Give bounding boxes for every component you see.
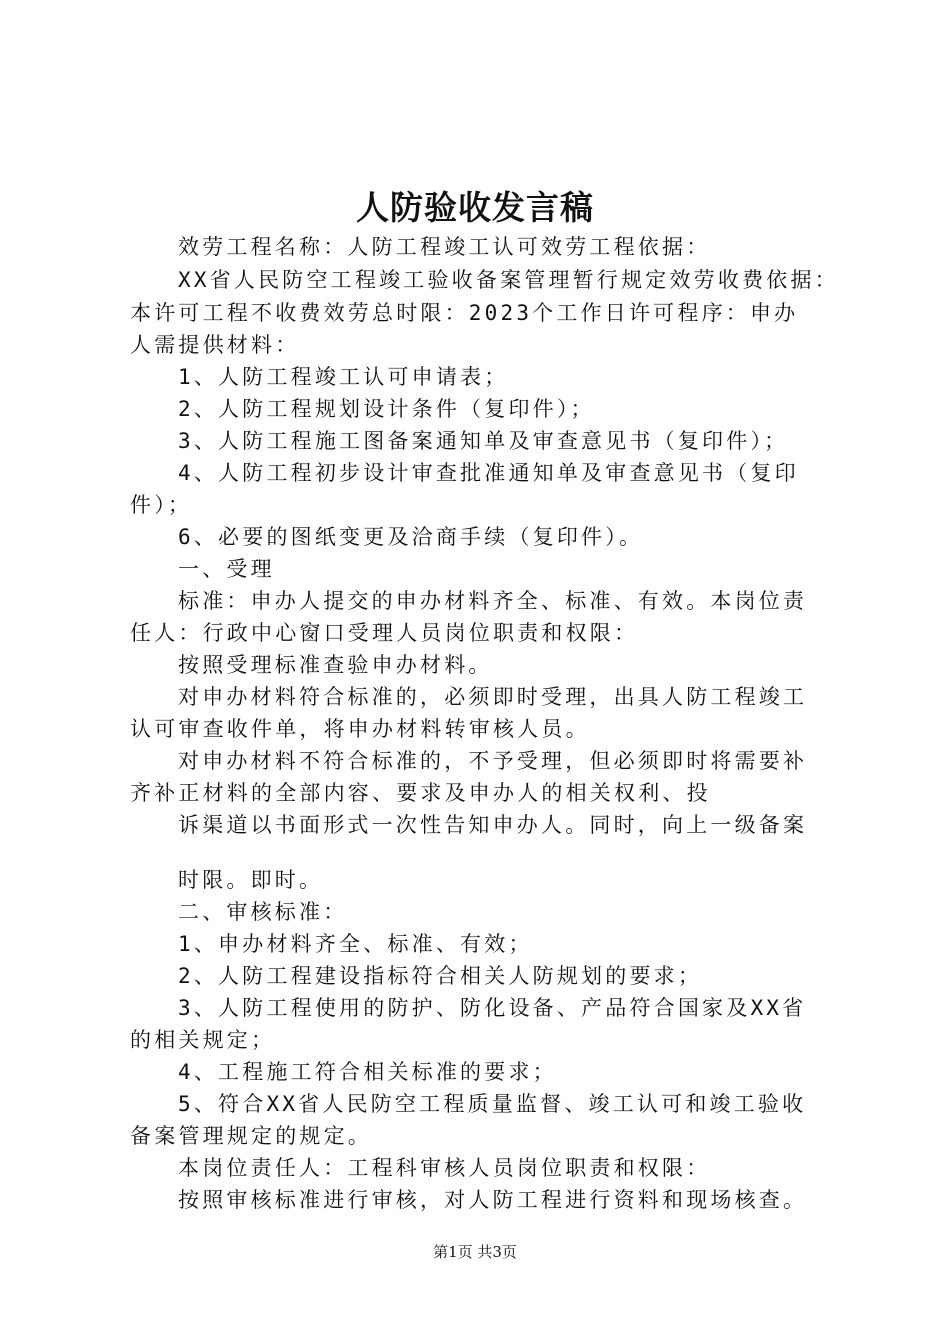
paragraph-line: 时限。即时。 <box>178 868 324 892</box>
paragraph-line: 4、人防工程初步设计审查批准通知单及审查意见书（复印 <box>178 461 799 485</box>
section-heading: 一、受理 <box>178 557 275 581</box>
paragraph-line: 件）； <box>130 493 193 517</box>
paragraph-line: 2、人防工程规划设计条件（复印件）； <box>178 397 595 421</box>
paragraph-line: 任人：行政中心窗口受理人员岗位职责和权限： <box>130 621 639 645</box>
paragraph-line: 5、符合XX省人民防空工程质量监督、竣工认可和竣工验收 <box>178 1092 807 1116</box>
document-title: 人防验收发言稿 <box>356 188 594 227</box>
paragraph-line: 1、人防工程竣工认可申请表； <box>178 365 509 389</box>
paragraph-line: 本许可工程不收费效劳总时限：2023个工作日许可程序：申办 <box>130 301 799 325</box>
paragraph-line: 对申办材料不符合标准的，不予受理，但必须即时将需要补 <box>178 749 808 773</box>
paragraph-line: 备案管理规定的规定。 <box>130 1124 372 1148</box>
page-footer: 第1页 共3页 <box>433 1243 517 1261</box>
paragraph-line: 3、人防工程施工图备案通知单及审查意见书（复印件）； <box>178 429 789 453</box>
section-heading: 二、审核标准： <box>178 900 348 924</box>
paragraph-line: 诉渠道以书面形式一次性告知申办人。同时，向上一级备案 <box>178 813 808 837</box>
paragraph-line: 认可审查收件单，将申办材料转审核人员。 <box>130 717 590 741</box>
paragraph-line: 齐补正材料的全部内容、要求及申办人的相关权利、投 <box>130 781 711 805</box>
paragraph-line: 对申办材料符合标准的，必须即时受理，出具人防工程竣工 <box>178 685 808 709</box>
paragraph-line: 效劳工程名称：人防工程竣工认可效劳工程依据： <box>178 235 711 259</box>
paragraph-line: 2、人防工程建设指标符合相关人防规划的要求； <box>178 964 703 988</box>
paragraph-line: XX省人民防空工程竣工验收备案管理暂行规定效劳收费依据： <box>178 268 839 292</box>
paragraph-line: 3、人防工程使用的防护、防化设备、产品符合国家及XX省 <box>178 996 807 1020</box>
paragraph-line: 人需提供材料： <box>130 333 300 357</box>
paragraph-line: 的相关规定； <box>130 1028 276 1052</box>
paragraph-line: 4、工程施工符合相关标准的要求； <box>178 1060 557 1084</box>
paragraph-line: 6、必要的图纸变更及洽商手续（复印件）。 <box>178 525 644 549</box>
paragraph-line: 本岗位责任人：工程科审核人员岗位职责和权限： <box>178 1156 711 1180</box>
paragraph-line: 按照审核标准进行审核，对人防工程进行资料和现场核查。 <box>178 1188 808 1212</box>
paragraph-line: 标准：申办人提交的申办材料齐全、标准、有效。本岗位责 <box>178 589 808 613</box>
paragraph-line: 按照受理标准查验申办材料。 <box>178 653 493 677</box>
paragraph-line: 1、申办材料齐全、标准、有效； <box>178 932 533 956</box>
